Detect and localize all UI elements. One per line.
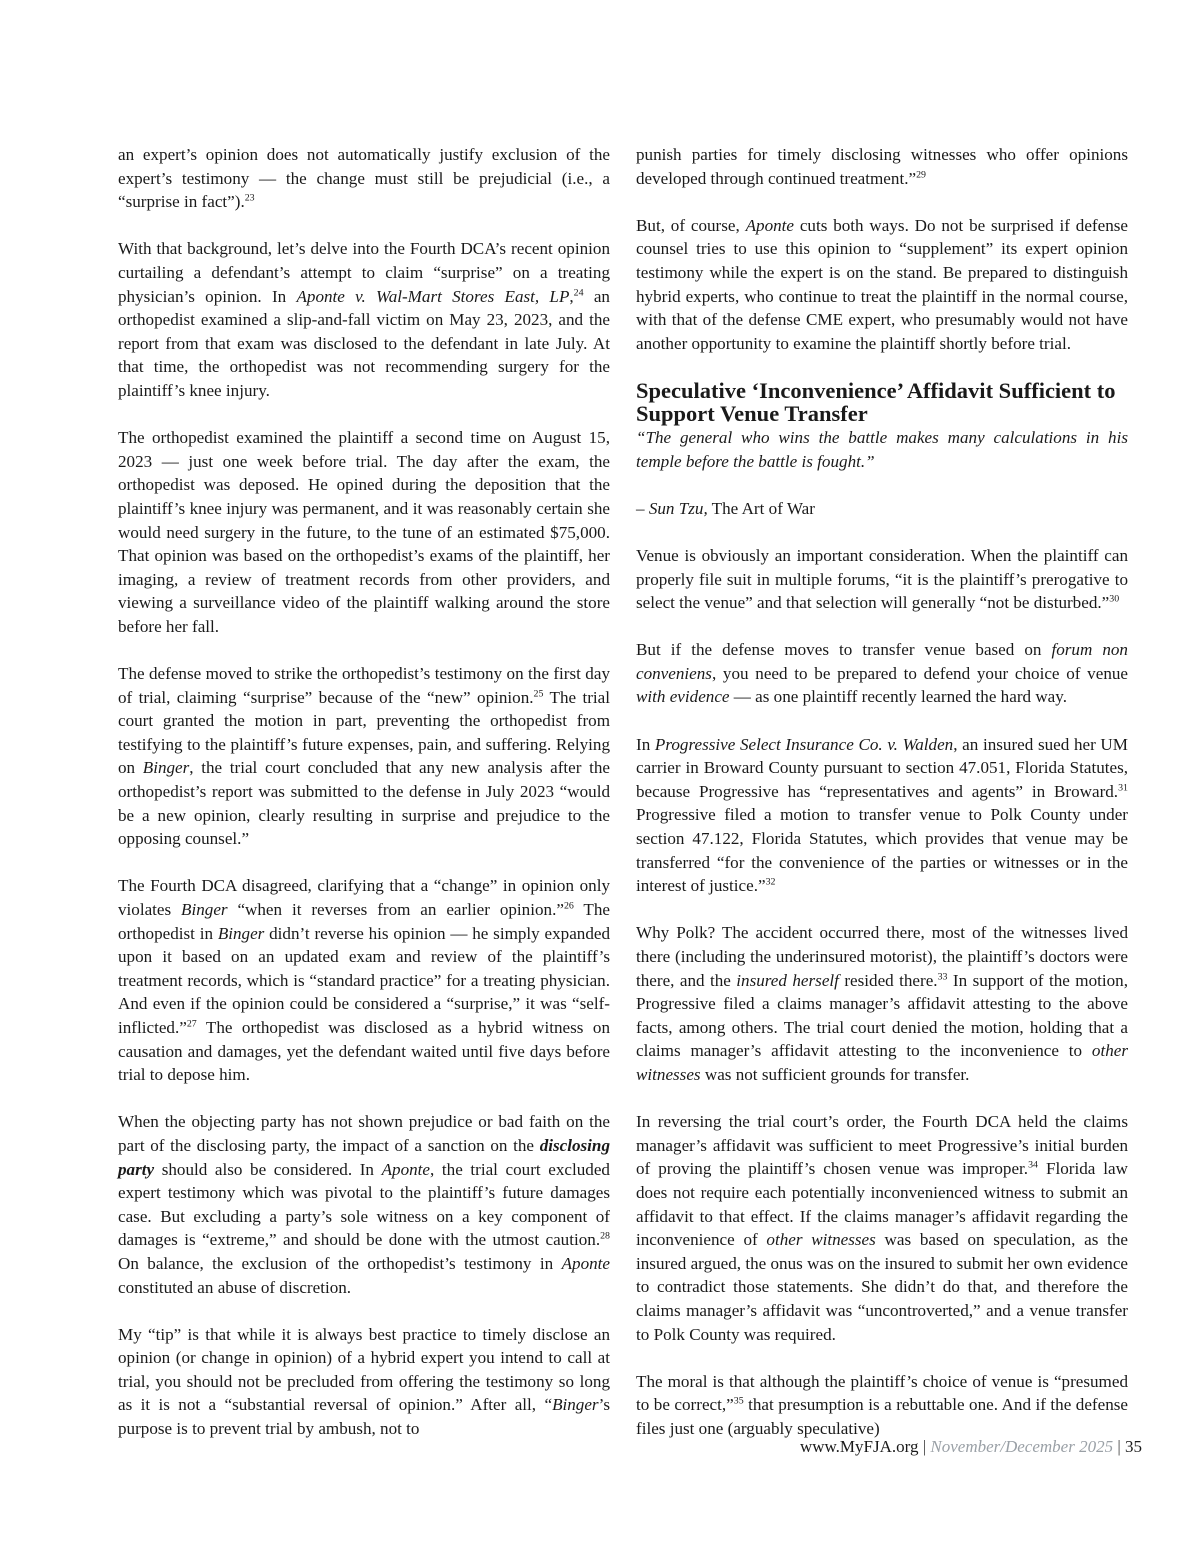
- paragraph: an expert’s opinion does not automatically justify exclusion of the expert’s testimony — the change must still be prejudicial (i.e., a “surprise in fact”).$^{23}$: [118, 145, 610, 212]
- page-footer: [800, 1437, 1142, 1457]
- paragraph: But, of course, Aponte cuts both ways. Do not be surprised if defense counsel tries to use this opinion to “supplement” its expert opinion testimony while the expert is on the stand. Be prepared to distinguish hybrid experts, who continue to treat the plaintiff in the normal course, with that of the defense CME expert, who presumably would not have another opportunity to examine the plaintiff shortly before trial.: [636, 215, 1128, 353]
- paragraph: The Fourth DCA disagreed, clarifying that a “change” in opinion only violates Binger “when it reverses from an earlier opinion.”$^{26}$ The orthopedist in Binger didn’t reverse his opinion — he simply expanded upon it based on an updated exam and review of the plaintiff’s treatment records, which is “standard practice” for a treating physician. And even if the opinion could be considered a “surprise,” it was “self-inflicted.”$^{27}$ The orthopedist was disclosed as a hybrid witness on causation and damages, yet the defendant waited until five days before trial to depose him.: [118, 876, 611, 1085]
- paragraph: punish parties for timely disclosing witnesses who offer opinions developed through continued treatment.”$^{29}$: [636, 145, 1128, 188]
- case-name: Aponte: [561, 1253, 610, 1273]
- paragraph: Venue is obviously an important consideration. When the plaintiff can properly file suit in multiple forums, “it is the plaintiff’s prerogative to select the venue” and that selection will generally “not be disturbed.”$^{30}$: [636, 545, 1128, 613]
- footnote-ref: 27: [186, 1018, 197, 1030]
- case-name: Aponte v. Wal-Mart Stores East, LP: [296, 286, 570, 306]
- epigraph-attribution: – Sun Tzu, The Art of War: [636, 498, 815, 518]
- case-name: Binger: [142, 758, 190, 778]
- case-name: Aponte: [745, 215, 795, 235]
- emphasis: other witnesses: [636, 1041, 1128, 1084]
- epigraph-quote: “The general who wins the battle makes many calculations in his temple before the battle is fought.”: [636, 427, 1128, 471]
- paragraph: In reversing the trial court’s order, the Fourth DCA held the claims manager’s affidavit was sufficient to meet Progressive’s initial burden of proving the plaintiff’s chosen venue was improper.$^{34}$ Florida law does not require each potentially inconvenienced witness to submit an affidavit to that effect. If the claims manager’s affidavit regarding the inconvenience of other witnesses was based on speculation, as the insured argued, the onus was on the insured to submit her own evidence to contradict those statements. She didn’t do that, and therefore the claims manager’s affidavit was “uncontroverted,” and a venue transfer to Polk County was required.: [636, 1112, 1128, 1344]
- paragraph: Why Polk? The accident occurred there, most of the witnesses lived there (including the underinsured motorist), the plaintiff’s doctors were there, and the insured herself resided there.$^{33}$ In support of the motion, Progressive filed a claims manager’s affidavit attesting to the above facts, among others. The trial court denied the motion, holding that a claims manager’s affidavit attesting to the inconvenience to other witnesses was not sufficient grounds for transfer.: [636, 923, 1128, 1084]
- case-name: Binger: [217, 923, 265, 943]
- footnote-ref: 29: [916, 169, 926, 181]
- case-name: Binger: [181, 900, 228, 919]
- paragraph: My “tip” is that while it is always best practice to timely disclose an opinion (or change in opinion) of a hybrid expert you intend to call at trial, you should not be precluded from offering the testimony so long as it is not a “substantial reversal of opinion.” After all, “Binger’s purpose is to prevent trial by ambush, not to: [118, 1324, 610, 1439]
- footnote-ref: 25: [533, 688, 544, 700]
- footnote-ref: 32: [765, 876, 776, 888]
- paragraph: The orthopedist examined the plaintiff a second time on August 15, 2023 — just one week before trial. The day after the exam, the orthopedist was deposed. He opined during the deposition that the plaintiff’s knee injury was permanent, and it was reasonably certain she would need surgery in the future, to the tune of an estimated $75,000. That opinion was based on the orthopedist’s exams of the plaintiff, her imaging, a review of treatment records from other providers, and viewing a surveillance video of the plaintiff walking around the store before her fall.: [118, 428, 610, 636]
- case-name: Progressive Select Insurance Co. v. Walden: [654, 734, 954, 754]
- page-number: 35: [1125, 1437, 1142, 1456]
- footnote-ref: 34: [1028, 1159, 1038, 1171]
- paragraph: The moral is that although the plaintiff’s choice of venue is “presumed to be correct,”$^{35}$ that presumption is a rebuttable one. And if the defense files just one (arguably speculative): [636, 1371, 1128, 1438]
- emphasis: with evidence: [636, 687, 730, 707]
- footnote-ref: 35: [733, 1395, 744, 1407]
- footer-website: www.MyFJA.org: [799, 1437, 919, 1456]
- left-column: [118, 143, 610, 1441]
- footnote-ref: 33: [937, 971, 948, 983]
- latin-term: forum non conveniens: [636, 640, 1128, 683]
- footer-separator: |: [1113, 1437, 1125, 1456]
- right-column: [636, 143, 1128, 1440]
- paragraph: But if the defense moves to transfer venue based on forum non conveniens, you need to be prepared to defend your choice of venue with evidence — as one plaintiff recently learned the hard way.: [636, 640, 1128, 707]
- paragraph: The defense moved to strike the orthopedist’s testimony on the first day of trial, claiming “surprise” because of the “new” opinion.$^{25}$ The trial court granted the motion in part, preventing the orthopedist from testifying to the plaintiff’s future expenses, pain, and suffering. Relying on Binger, the trial court concluded that any new analysis after the orthopedist’s report was submitted to the defense in July 2023 “would be a new opinion, clearly resulting in surprise and prejudice to the opposing counsel.”: [118, 664, 610, 849]
- emphasis: other witnesses: [766, 1230, 876, 1250]
- footnote-ref: 30: [1109, 593, 1120, 605]
- footer-issue: November/December 2025: [930, 1437, 1114, 1456]
- paragraph: With that background, let’s delve into the Fourth DCA’s recent opinion curtailing a defendant’s attempt to claim “surprise” on a treating physician’s opinion. In Aponte v. Wal-Mart Stores East, LP,$^{24}$ an orthopedist examined a slip-and-fall victim on May 23, 2023, and the report from that exam was disclosed to the defendant in late July. At that time, the orthopedist was not recommending surgery for the plaintiff’s knee injury.: [118, 239, 610, 400]
- case-name: Binger: [552, 1395, 599, 1415]
- footnote-ref: 23: [244, 192, 255, 204]
- emphasis: insured herself: [736, 970, 839, 990]
- section-heading: Speculative ‘Inconvenience’ Affidavit Sufficient to Support Venue Transfer: [636, 377, 1116, 427]
- paragraph: In Progressive Select Insurance Co. v. Walden, an insured sued her UM carrier in Broward County pursuant to section 47.051, Florida Statutes, because Progressive has “representatives and agents” in Broward.$^{31}$ Progressive filed a motion to transfer venue to Polk County under section 47.122, Florida Statutes, which provides that venue may be transferred “for the convenience of the parties or witnesses or in the interest of justice.”$^{32}$: [636, 734, 1128, 896]
- footnote-ref: 31: [1118, 782, 1128, 794]
- footer-separator: |: [918, 1437, 931, 1456]
- footnote-ref: 26: [563, 900, 574, 912]
- footnote-ref: 28: [600, 1230, 610, 1242]
- case-name: Aponte: [381, 1159, 431, 1179]
- paragraph: When the objecting party has not shown prejudice or bad faith on the part of the disclosing party, the impact of a sanction on the disclosing party should also be considered. In Aponte, the trial court excluded expert testimony which was pivotal to the plaintiff’s future damages case. But excluding a party’s sole witness on a key component of damages is “extreme,” and should be done with the utmost caution.$^{28}$ On balance, the exclusion of the orthopedist’s testimony in Aponte constituted an abuse of discretion.: [118, 1112, 610, 1297]
- emphasis: disclosing party: [118, 1135, 610, 1179]
- footnote-ref: 24: [573, 287, 584, 299]
